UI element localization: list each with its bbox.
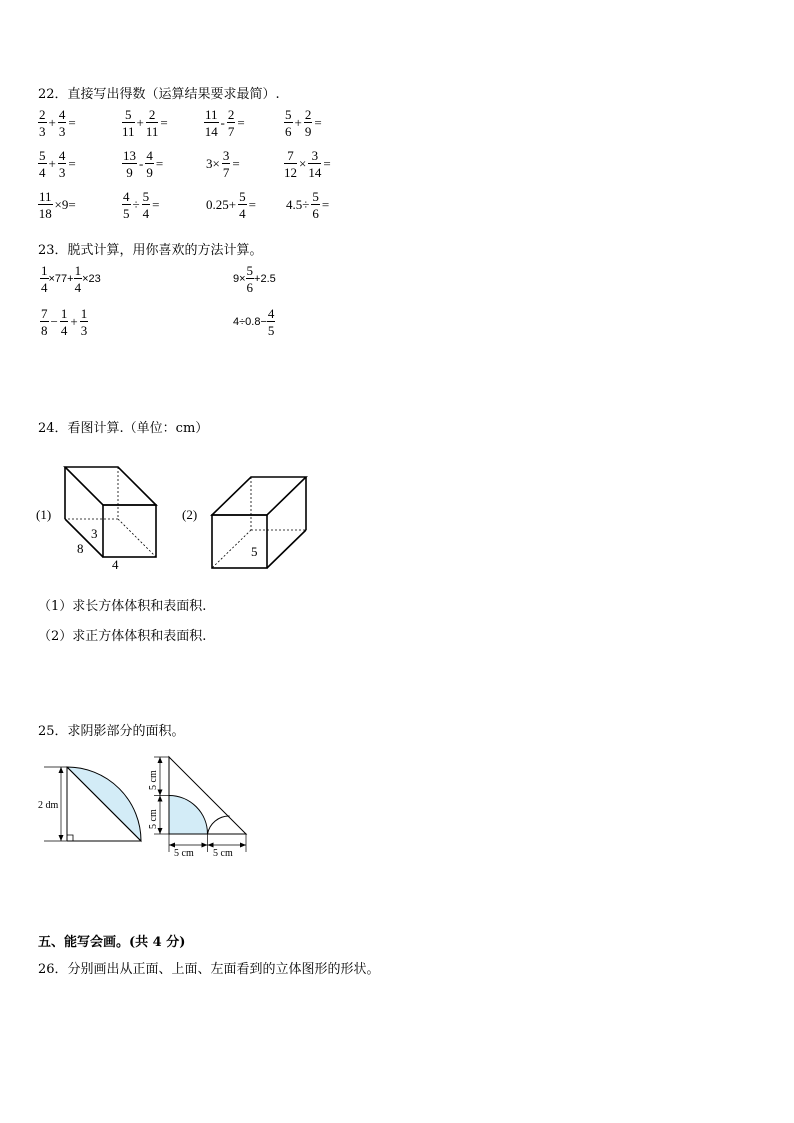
numerator: 5 <box>39 148 46 163</box>
triangle-arcs-figure <box>154 757 246 852</box>
q24-sub2: （2）求正方体体积和表面积. <box>38 629 207 644</box>
numerator: 5 <box>312 189 319 204</box>
equals-sign: = <box>248 197 256 212</box>
q22-item <box>204 108 247 138</box>
equals-sign: = <box>152 197 160 212</box>
dim-label-3: 3 <box>91 526 98 541</box>
fraction <box>204 108 219 138</box>
operator: + <box>136 115 144 130</box>
denominator: 4 <box>239 206 246 221</box>
fraction: $\frac{1}{4}$ <box>41 263 48 295</box>
fraction <box>311 190 320 220</box>
denominator: 9 <box>304 124 312 139</box>
fraction <box>122 190 131 220</box>
fig1-label: (1) <box>36 507 52 522</box>
fraction <box>122 149 137 179</box>
q23-expr-4 <box>233 307 275 337</box>
fraction <box>146 108 159 138</box>
numerator: 11 <box>39 189 52 204</box>
numerator: 2 <box>227 107 235 122</box>
q23-expr-2 <box>233 264 276 294</box>
operator: - <box>220 115 225 130</box>
fraction <box>227 108 236 138</box>
q23-expr-3 <box>40 307 88 337</box>
equals-sign: = <box>232 156 240 171</box>
operator: + <box>294 115 302 130</box>
cube-figure <box>212 477 306 568</box>
label-2dm: 2 dm <box>38 800 59 811</box>
label-5cm-bottom-left: 5 cm <box>174 848 194 859</box>
numerator: 5 <box>239 189 246 204</box>
equals-sign: = <box>323 156 331 171</box>
numerator: 4 <box>146 148 153 163</box>
numerator: 3 <box>308 149 321 164</box>
equals-sign: = <box>321 197 330 212</box>
fraction: $\frac{5}{6}$ <box>246 263 254 295</box>
quarter-circle-figure <box>44 767 141 841</box>
denominator: 7 <box>222 165 230 180</box>
q26-title: 26．分别画出从正面、上面、左面看到的立体图形的形状。 <box>38 962 380 977</box>
fraction <box>142 190 151 220</box>
label-5cm-mid: 5 cm <box>148 809 159 829</box>
numerator: 2 <box>39 107 46 122</box>
expr-prefix: 3× <box>206 156 220 171</box>
fraction <box>122 108 135 138</box>
expr-text: 9× <box>233 273 246 285</box>
label-5cm-top: 5 cm <box>148 770 159 790</box>
operator: - <box>139 156 144 171</box>
numerator: 7 <box>284 149 297 164</box>
q22-item <box>38 190 78 220</box>
denominator: 9 <box>126 165 133 180</box>
expr-text: +2.5 <box>254 273 276 285</box>
fraction <box>38 149 47 179</box>
fraction <box>304 108 313 138</box>
numerator: 2 <box>304 107 312 122</box>
fraction: $\frac{4}{5}$ <box>267 306 275 338</box>
fraction: $\frac{1}{4}$ <box>60 306 68 338</box>
operator: × <box>299 156 307 171</box>
equals-sign: = <box>160 115 168 130</box>
denominator: 11 <box>145 124 159 139</box>
numerator: 5 <box>122 108 135 123</box>
q22-item <box>122 190 161 220</box>
operator: + <box>48 115 56 130</box>
fraction: $\frac{7}{8}$ <box>41 306 48 338</box>
operator: ×9= <box>54 197 76 212</box>
denominator: 6 <box>285 124 292 139</box>
numerator: 4 <box>58 148 66 163</box>
expr-text: ×23 <box>82 273 101 285</box>
fraction: $\frac{1}{3}$ <box>80 306 88 338</box>
numerator: 11 <box>205 107 218 122</box>
dim-label-5: 5 <box>251 544 258 559</box>
q22-item <box>284 149 333 179</box>
q22-item <box>284 190 331 220</box>
q22-item <box>204 149 242 179</box>
q22-item <box>38 108 78 138</box>
denominator: 3 <box>39 124 46 139</box>
denominator: 12 <box>284 165 297 180</box>
operator: − <box>50 314 58 329</box>
fraction <box>58 108 67 138</box>
fig2-label: (2) <box>182 507 198 522</box>
expr-text: ×77+ <box>48 273 74 285</box>
expr-prefix: 4.5÷ <box>286 197 310 212</box>
q22-item <box>204 190 258 220</box>
q24-sub1: （1）求长方体体积和表面积. <box>38 599 207 614</box>
numerator: 2 <box>146 108 159 123</box>
denominator: 7 <box>227 124 235 139</box>
fraction <box>238 190 247 220</box>
denominator: 14 <box>308 165 322 180</box>
dim-label-8: 8 <box>77 541 84 556</box>
q24-figures <box>30 455 330 575</box>
denominator: 9 <box>146 165 153 180</box>
q23-title: 23．脱式计算，用你喜欢的方法计算。 <box>38 243 263 258</box>
denominator: 3 <box>58 165 66 180</box>
q25-title: 25．求阴影部分的面积。 <box>38 724 185 739</box>
numerator: 4 <box>58 107 66 122</box>
fraction <box>145 149 154 179</box>
q23-expr-1 <box>40 264 101 294</box>
denominator: 14 <box>204 124 218 139</box>
denominator: 4 <box>142 206 150 221</box>
operator: + <box>70 314 78 329</box>
q25-figures <box>30 752 260 862</box>
equals-sign: = <box>68 115 76 130</box>
q22-title: 22．直接写出得数（运算结果要求最简）. <box>38 87 280 102</box>
expr-prefix: 0.25+ <box>206 197 237 212</box>
fraction <box>222 149 231 179</box>
fraction <box>308 149 321 179</box>
dim-label-4: 4 <box>112 557 119 572</box>
denominator: 3 <box>58 124 66 139</box>
q22-item <box>284 108 324 138</box>
numerator: 5 <box>285 107 292 122</box>
q22-item <box>38 149 78 179</box>
denominator: 6 <box>312 206 319 221</box>
equals-sign: = <box>237 115 245 130</box>
equals-sign: = <box>314 115 322 130</box>
q22-item <box>122 149 165 179</box>
operator: + <box>48 156 56 171</box>
numerator: 3 <box>222 148 230 163</box>
q22-item <box>122 108 170 138</box>
numerator: 4 <box>123 189 130 204</box>
fraction <box>38 190 53 220</box>
q24-title: 24．看图计算.（单位：cm） <box>38 421 209 436</box>
expr-text: 4÷0.8− <box>233 316 267 328</box>
fraction <box>38 108 47 138</box>
denominator: 5 <box>123 206 130 221</box>
label-5cm-bottom-right: 5 cm <box>213 848 233 859</box>
fraction <box>284 149 297 179</box>
fraction <box>284 108 293 138</box>
equals-sign: = <box>68 156 76 171</box>
denominator: 4 <box>39 165 46 180</box>
fraction <box>58 149 67 179</box>
operator: ÷ <box>132 197 140 212</box>
denominator: 11 <box>122 124 135 139</box>
fraction: $\frac{1}{4}$ <box>74 263 82 295</box>
numerator: 13 <box>123 148 136 163</box>
section5-title: 五、能写会画。(共 4 分) <box>38 935 186 950</box>
equals-sign: = <box>155 156 164 171</box>
numerator: 5 <box>142 189 150 204</box>
denominator: 18 <box>38 206 52 221</box>
